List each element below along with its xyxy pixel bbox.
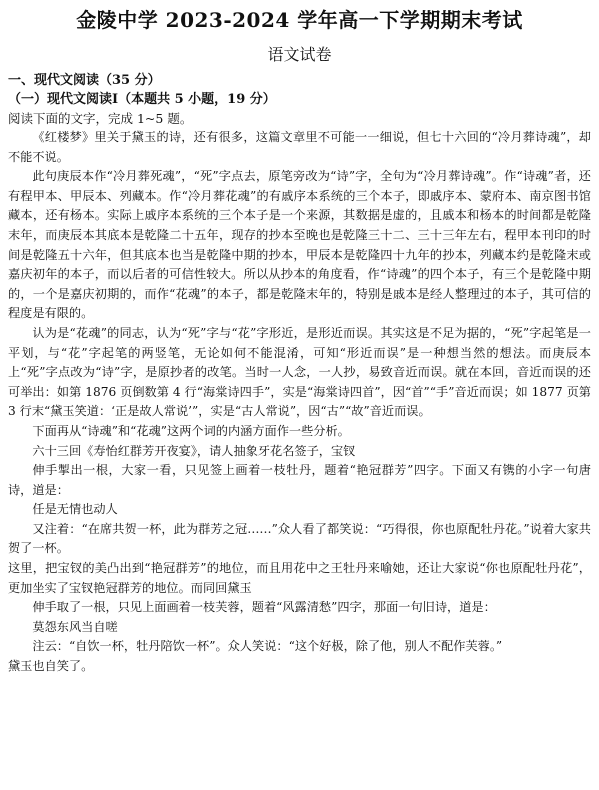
paragraph: 认为是“花魂”的同志，认为“死”字与“花”字形近，是形近而误。其实这是不足为据的，“死”字起笔是一平划，与“花”字起笔的两竖笔，无论如何不能混淆，可知“形近而误”是一种想当然的想法。而庚辰本上“死”字点改为“诗”字，是原抄者的改笔。当时一人念，一人抄，易致音近而误。就在本回，音近而误的还可举出：如第 1876 页倒数第 4 行“海棠诗四手”，实是“海棠诗四首”，因“首”“手”音近而误；如 1877 页第 3 行末“黛玉笑道：‘正是故人常说’”，实是“古人常说”，因“古”“故”音近而误。 xyxy=(8,325,591,419)
exam-page xyxy=(0,6,599,790)
paragraph: 下面再从“诗魂”和“花魂”这两个词的内涵方面作一些分析。 xyxy=(32,423,350,438)
paragraph: 此句庚辰本作“冷月葬死魂”，“死”字点去，原笔旁改为“诗”字，全句为“冷月葬诗魂”。作“诗魂”者，还有程甲本、甲辰本、列藏本。作“冷月葬花魂”的有戚序本系统的三个本子，即戚序本、蒙府本、南京图书馆藏本，还有杨本。实际上戚序本系统的三个本子是一个来源，其数据是虚的，且戚本和杨本的时间都是乾隆末年，而庚辰本其底本是乾隆二十五年，现存的抄本至晚也是乾隆三十二、三十三年左右，程甲本刊印的时间是乾隆五十六年，但其底本也当是乾隆中期的抄本，甲辰本是乾隆四十九年的抄本，列藏本约是乾隆末或嘉庆初年的本子，而以后者的可信性较大。所以从抄本的角度看，作“诗魂”的四个本子，有三个是乾隆中期的，一个是嘉庆初期的，而作“花魂”的本子，都是乾隆末年的，特别是戚本是经人整理过的本子，其可信的程度是有限的。 xyxy=(8,169,591,321)
paragraph: 又注着：“在席共贺一杯，此为群芳之冠……”众人看了都笑说：“巧得很，你也原配牡丹花。”说着大家共贺了一杯。 xyxy=(8,521,591,556)
paragraph: 伸手取了一根，只见上面画着一枝芙蓉，题着“风露清愁”四字，那面一句旧诗，道是： xyxy=(32,600,496,615)
reading-instruction: 阅读下面的文字，完成 1~5 题。 xyxy=(8,111,193,126)
section-heading: 一、现代文阅读（35 分） xyxy=(8,73,161,88)
page-subtitle: 语文试卷 xyxy=(267,45,332,64)
page-title: 金陵中学 2023-2024 学年高一下学期期末考试 xyxy=(76,8,523,32)
subsection-heading: （一）现代文阅读Ⅰ（本题共 5 小题，19 分） xyxy=(8,92,276,107)
paragraph: 伸手掣出一根，大家一看，只见签上画着一枝牡丹，题着“艳冠群芳”四字。下面又有镌的小字一句唐诗，道是： xyxy=(8,463,591,497)
paragraph: 注云：“自饮一杯，牡丹陪饮一杯”。众人笑说：“这个好极，除了他，别人不配作芙蓉。” xyxy=(32,639,503,654)
paragraph: 这里，把宝钗的美凸出到“艳冠群芳”的地位，而且用花中之王牡丹来喻她，还让大家说“你也原配牡丹花”，更加坐实了宝钗艳冠群芳的地位。而同回黛玉 xyxy=(8,561,591,595)
poem-line: 莫怨东风当自嗟 xyxy=(32,619,118,634)
paragraph: 《红楼梦》里关于黛玉的诗，还有很多，这篇文章里不可能一一细说，但七十六回的“冷月葬诗魂”，却不能不说。 xyxy=(8,130,591,164)
paragraph: 六十三回《寿怡红群芳开夜宴》，请人抽象牙花名签子，宝钗 xyxy=(32,443,356,458)
paragraph: 黛玉也自笑了。 xyxy=(8,659,94,674)
poem-line: 任是无情也动人 xyxy=(32,502,118,517)
